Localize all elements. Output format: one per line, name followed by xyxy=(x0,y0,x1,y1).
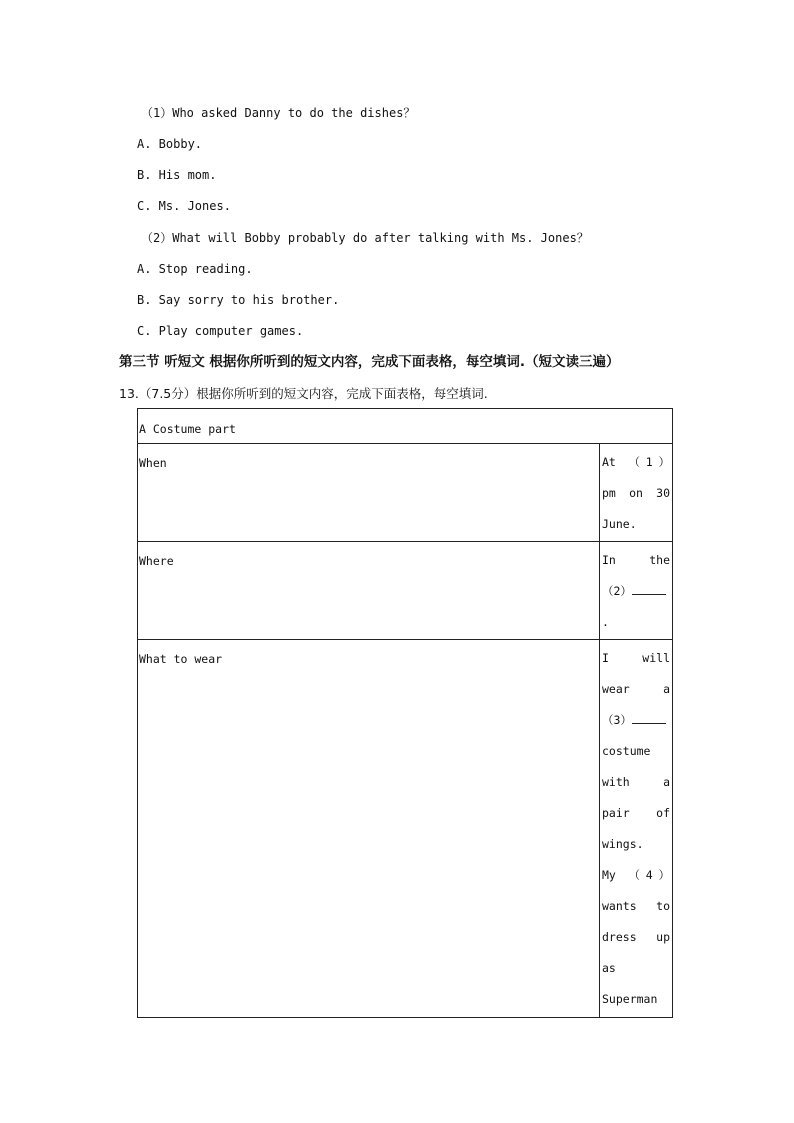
question-1-option-c: C. Ms. Jones. xyxy=(137,199,231,213)
table-row-what-to-wear xyxy=(138,640,673,1018)
answer-line: In the xyxy=(602,553,670,567)
row-label-when: When xyxy=(138,444,600,542)
answer-line: costume xyxy=(602,744,651,758)
answer-line: June. xyxy=(602,517,637,531)
answer-cell-when xyxy=(600,444,673,542)
costume-party-table xyxy=(137,408,673,1018)
answer-line: as xyxy=(602,961,616,975)
question-2-option-b: B. Say sorry to his brother. xyxy=(137,293,340,307)
answer-line: wants to xyxy=(602,899,670,913)
answer-line: dress up xyxy=(602,930,670,944)
question-1-option-a: A. Bobby. xyxy=(137,137,203,151)
answer-line: wings. xyxy=(602,837,644,851)
answer-line-with-blank xyxy=(600,576,672,607)
question-2-stem: （2）What will Bobby probably do after talking with Ms. Jones？ xyxy=(141,231,589,245)
answer-cell-where xyxy=(600,542,673,640)
blank-number-3: （3） xyxy=(602,713,632,727)
answer-line: At （1） xyxy=(602,455,670,469)
answer-cell-what-to-wear xyxy=(600,640,673,1018)
table-header-row xyxy=(138,409,673,444)
table-header: A Costume part xyxy=(138,409,673,444)
section-title: 第三节 听短文 根据你所听到的短文内容，完成下面表格，每空填词.（短文读三遍） xyxy=(119,354,620,370)
answer-line: . xyxy=(602,615,609,629)
row-label-where: Where xyxy=(138,542,600,640)
answer-line: pair of xyxy=(602,806,670,820)
answer-line-with-blank xyxy=(600,705,672,736)
answer-line: I will xyxy=(602,651,670,665)
question-1-stem: （1）Who asked Danny to do the dishes？ xyxy=(141,106,416,120)
answer-line: Superman xyxy=(602,992,658,1006)
answer-blank-2[interactable] xyxy=(632,582,666,595)
table-row-when xyxy=(138,444,673,542)
row-label-what-to-wear: What to wear xyxy=(138,640,600,1018)
question-1-option-b: B. His mom. xyxy=(137,168,217,182)
blank-number-2: （2） xyxy=(602,584,632,598)
answer-line: pm on 30 xyxy=(602,486,670,500)
question-13-instruction: 13.（7.5分）根据你所听到的短文内容，完成下面表格，每空填词. xyxy=(119,386,488,401)
question-2-option-a: A. Stop reading. xyxy=(137,262,253,276)
question-2-option-c: C. Play computer games. xyxy=(137,324,304,338)
answer-line: wear a xyxy=(602,682,670,696)
answer-blank-3[interactable] xyxy=(632,711,666,724)
answer-line: with a xyxy=(602,775,670,789)
table-row-where xyxy=(138,542,673,640)
answer-line: My （4） xyxy=(602,868,670,882)
